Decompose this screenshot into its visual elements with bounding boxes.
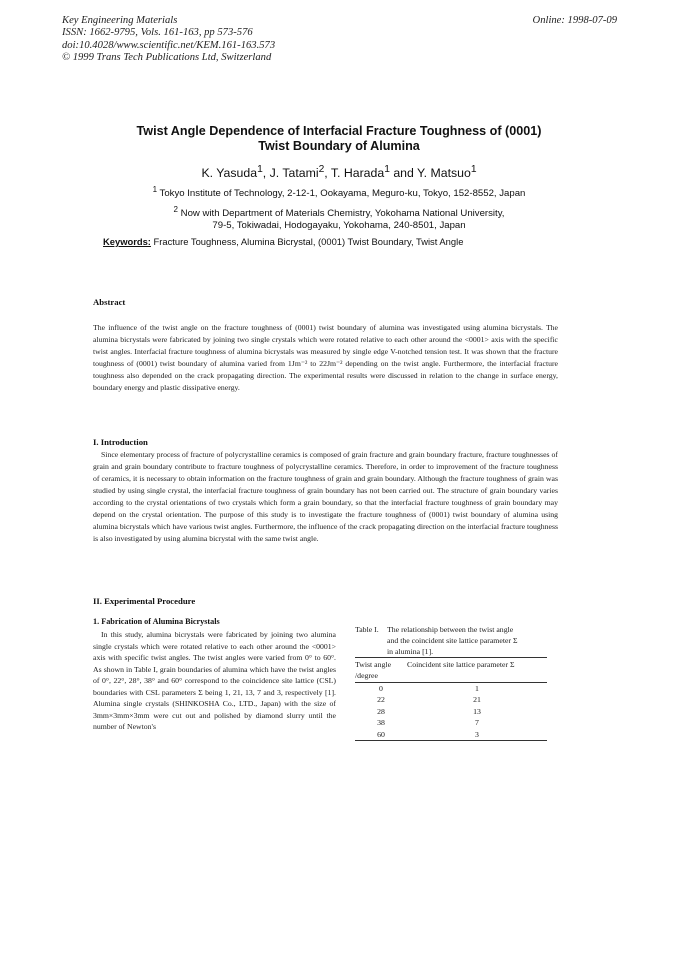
table-cell-angle: 0 [379, 684, 383, 693]
author-list [60, 164, 618, 180]
table-caption [355, 624, 550, 658]
author-4: and Y. Matsuo [389, 166, 471, 181]
keywords-text: Fracture Toughness, Alumina Bicrystal, (0001) Twist Boundary, Twist Angle [150, 236, 464, 247]
affiliation-2-sup: 2 [173, 205, 178, 214]
journal-name: Key Engineering Materials [62, 15, 178, 26]
table-row [355, 706, 547, 717]
author-2-sup: 2 [318, 164, 325, 175]
journal-doi: doi:10.4028/www.scientific.net/KEM.161-163.573 [62, 39, 276, 51]
table-cell-sigma: 7 [475, 718, 479, 728]
table-caption-line-2: and the coincident site lattice parameter Σ [387, 636, 518, 646]
online-date: Online: 1998-07-09 [532, 15, 617, 26]
introduction-body: Since elementary process of fracture of polycrystalline ceramics is composed of grain fracture and grain boundary fracture, fracture toughnesses of grain and grain boundary contribute to fracture toughness of polycrystalline ceramics. Therefore, in order to improvement of the fracture toughness of ceramics, it is necessary to obtain information on the fracture toughness of grain and grain boundary. Although the fracture toughness of grain was studied by using single crystal, the interfacial fracture toughness of grain boundary has not been carried out. The structure of grain boundary varies according to the crystal orientations of two crystals which form a grain boundary, so that the interfacial fracture toughness of grain boundary may depend on the crystal orientation. The purpose of this study is to investigate the fracture toughness of (0001) twist boundary of alumina using alumina bicrystals which have various twist angles. Furthermore, the influence of the crack propagating direction on the interfacial fracture toughness is also investigated by using alumina bicrystal with the same twist angle. [93, 450, 558, 543]
table-row [355, 717, 547, 728]
author-3-sup: 1 [384, 164, 390, 175]
journal-issn: ISSN: 1662-9795, Vols. 161-163, pp 573-576 [62, 27, 253, 39]
table-caption-label: Table I. [355, 625, 379, 634]
affiliation-2 [60, 204, 618, 232]
abstract-heading: Abstract [93, 297, 126, 307]
affiliation-2-line-1: $^2$ Now with Department of Materials Chemistry, Yokohama National University, [173, 205, 505, 220]
affiliation-1 [60, 184, 618, 200]
author-4-sup: 1 [470, 164, 477, 175]
journal-header [62, 15, 617, 65]
introduction-heading: I. Introduction [93, 437, 148, 447]
table-caption-line-1: The relationship between the twist angle [387, 625, 514, 634]
author-3: , T. Harada [324, 166, 385, 181]
title-line-2: Twist Boundary of Alumina [258, 139, 420, 153]
table-cell-sigma: 21 [473, 695, 481, 705]
csl-table [355, 657, 547, 741]
table-cell-angle: 22 [377, 695, 385, 705]
table-cell-angle: 28 [377, 706, 385, 716]
affiliation-1-sup: 1 [152, 185, 158, 194]
table-header-sigma: Coincident site lattice parameter Σ [407, 658, 547, 671]
table-cell-angle: 60 [355, 729, 407, 741]
affiliation-2-line-2: 79-5, Tokiwadai, Hodogayaku, Yokohama, 240-8501, Japan [212, 220, 466, 232]
author-2: , J. Tatami [262, 166, 319, 181]
table-cell-sigma: 1 [475, 684, 479, 693]
journal-copyright: © 1999 Trans Tech Publications Ltd, Switzerland [62, 52, 272, 64]
author-1-sup: 1 [257, 164, 263, 175]
table-row [355, 729, 547, 741]
table-cell-sigma: 13 [473, 706, 481, 716]
fabrication-body: In this study, alumina bicrystals were fabricated by joining two alumina single crystals which were rotated relative to each other around the <0001> axis with specific twist angles. The twist angles were varied from 0° to 60°. As shown in Table I, grain boundaries of alumina which have the twist angles of 0°, 22°, 28°, 38° and 60° correspond to the coincidence site lattice (CSL) boundaries with CSL parameters Σ being 1, 21, 13, 7 and 3, respectively [1]. Alumina single crystals (SHINKOSHA Co., LTD., Japan) with the size of 3mm×3mm×3mm were cut out and polished by diamond slurry until the number of Newton's [93, 630, 336, 732]
table-row [355, 694, 547, 705]
keywords [103, 236, 583, 247]
table-cell-angle: 38 [377, 718, 385, 728]
keywords-label: Keywords: [103, 236, 151, 247]
table-caption-line-3: in alumina [1]. [387, 647, 434, 657]
table-header-spacer [407, 670, 547, 683]
experimental-heading: II. Experimental Procedure [93, 596, 196, 606]
table-row [355, 683, 547, 695]
table-cell-sigma: 3 [407, 729, 547, 741]
author-1: K. Yasuda [201, 166, 258, 181]
table-header-angle: Twist angle [355, 658, 407, 671]
title-line-1: Twist Angle Dependence of Interfacial Fracture Toughness of (0001) [136, 124, 542, 138]
paper-title [60, 124, 618, 154]
abstract-body: The influence of the twist angle on the fracture toughness of (0001) twist boundary of alumina was investigated using alumina bicrystals. The alumina bicrystals were fabricated by joining two single crystals which were rotated relative to each other around the <0001> axis with the specific twist angles. Interfacial fracture toughness of alumina bicrystals was measured by single edge V-notched tension test. It was shown that the fracture toughness of (0001) twist boundary of alumina varied from 1Jm⁻² to 22Jm⁻² depending on the twist angle. Furthermore, the interfacial fracture toughness also depended on the crack propagating direction. The experimental results were discussed in relation to the change in surface energy, boundary energy and plastic dissipative energy. [93, 323, 558, 392]
fabrication-subheading: 1. Fabrication of Alumina Bicrystals [93, 617, 220, 626]
table-header-angle-unit: /degree [355, 670, 407, 683]
affiliation-1-text: Tokyo Institute of Technology, 2-12-1, Ookayama, Meguro-ku, Tokyo, 152-8552, Japan [157, 188, 526, 200]
